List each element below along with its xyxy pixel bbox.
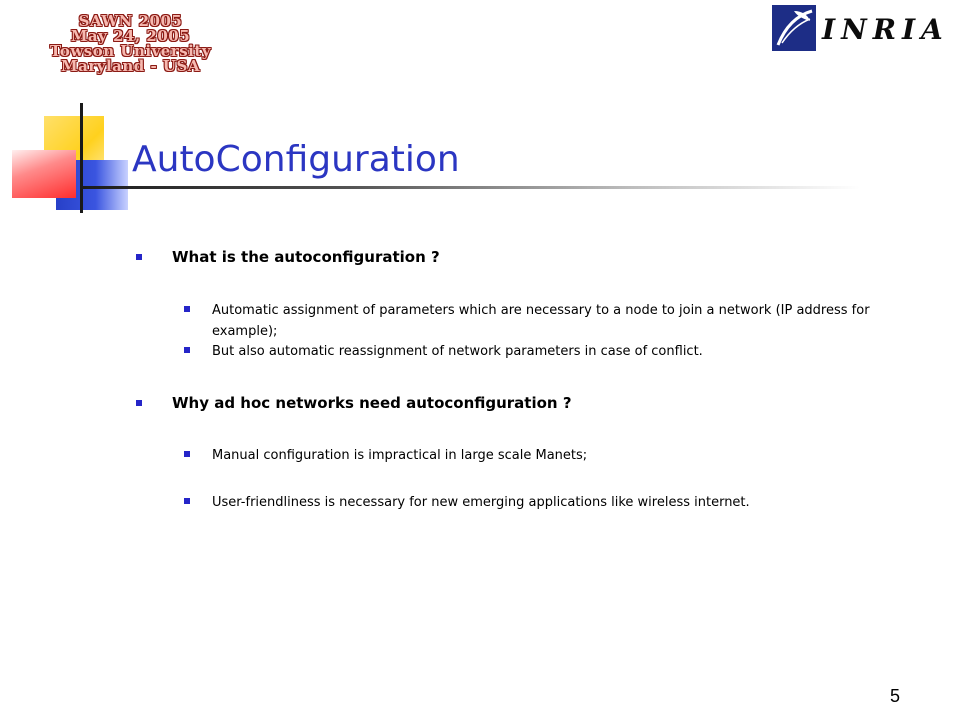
conference-line: Towson University <box>49 42 212 60</box>
conference-badge <box>18 14 243 74</box>
decor-red-square <box>12 150 76 198</box>
bullet-marker <box>136 400 142 406</box>
conference-line: SAWN 2005 <box>78 12 183 30</box>
title-underline <box>80 186 860 189</box>
bullet-marker <box>184 347 190 353</box>
conference-line: Maryland - USA <box>61 57 200 75</box>
decor-vertical-line <box>80 103 83 213</box>
inria-logo <box>772 5 949 55</box>
bullet-level2 <box>212 491 928 512</box>
bullet-marker <box>184 306 190 312</box>
bullet-marker <box>184 451 190 457</box>
inria-wordmark: INRIA <box>822 13 949 46</box>
bullet-text: But also automatic reassignment of network parameters in case of conflict. <box>212 344 703 359</box>
slide-title: AutoConfiguration <box>132 139 460 180</box>
bullet-text: What is the autoconfiguration ? <box>172 248 440 266</box>
bullet-text: Why ad hoc networks need autoconfiguration ? <box>172 394 572 412</box>
bullet-marker <box>136 254 142 260</box>
bullet-level1 <box>172 393 872 412</box>
bullet-level1 <box>172 247 872 266</box>
bullet-level2 <box>212 299 928 341</box>
bullet-text: Manual configuration is impractical in large scale Manets; <box>212 448 588 463</box>
bullet-text: Automatic assignment of parameters which are necessary to a node to join a network (IP address for example); <box>212 303 870 339</box>
inria-emblem-icon <box>772 5 816 51</box>
bullet-marker <box>184 498 190 504</box>
conference-line: May 24, 2005 <box>70 27 191 45</box>
bullet-level2 <box>212 444 928 465</box>
bullet-text: User-friendliness is necessary for new emerging applications like wireless internet. <box>212 495 750 510</box>
page-number: 5 <box>890 686 901 706</box>
bullet-level2 <box>212 340 928 361</box>
